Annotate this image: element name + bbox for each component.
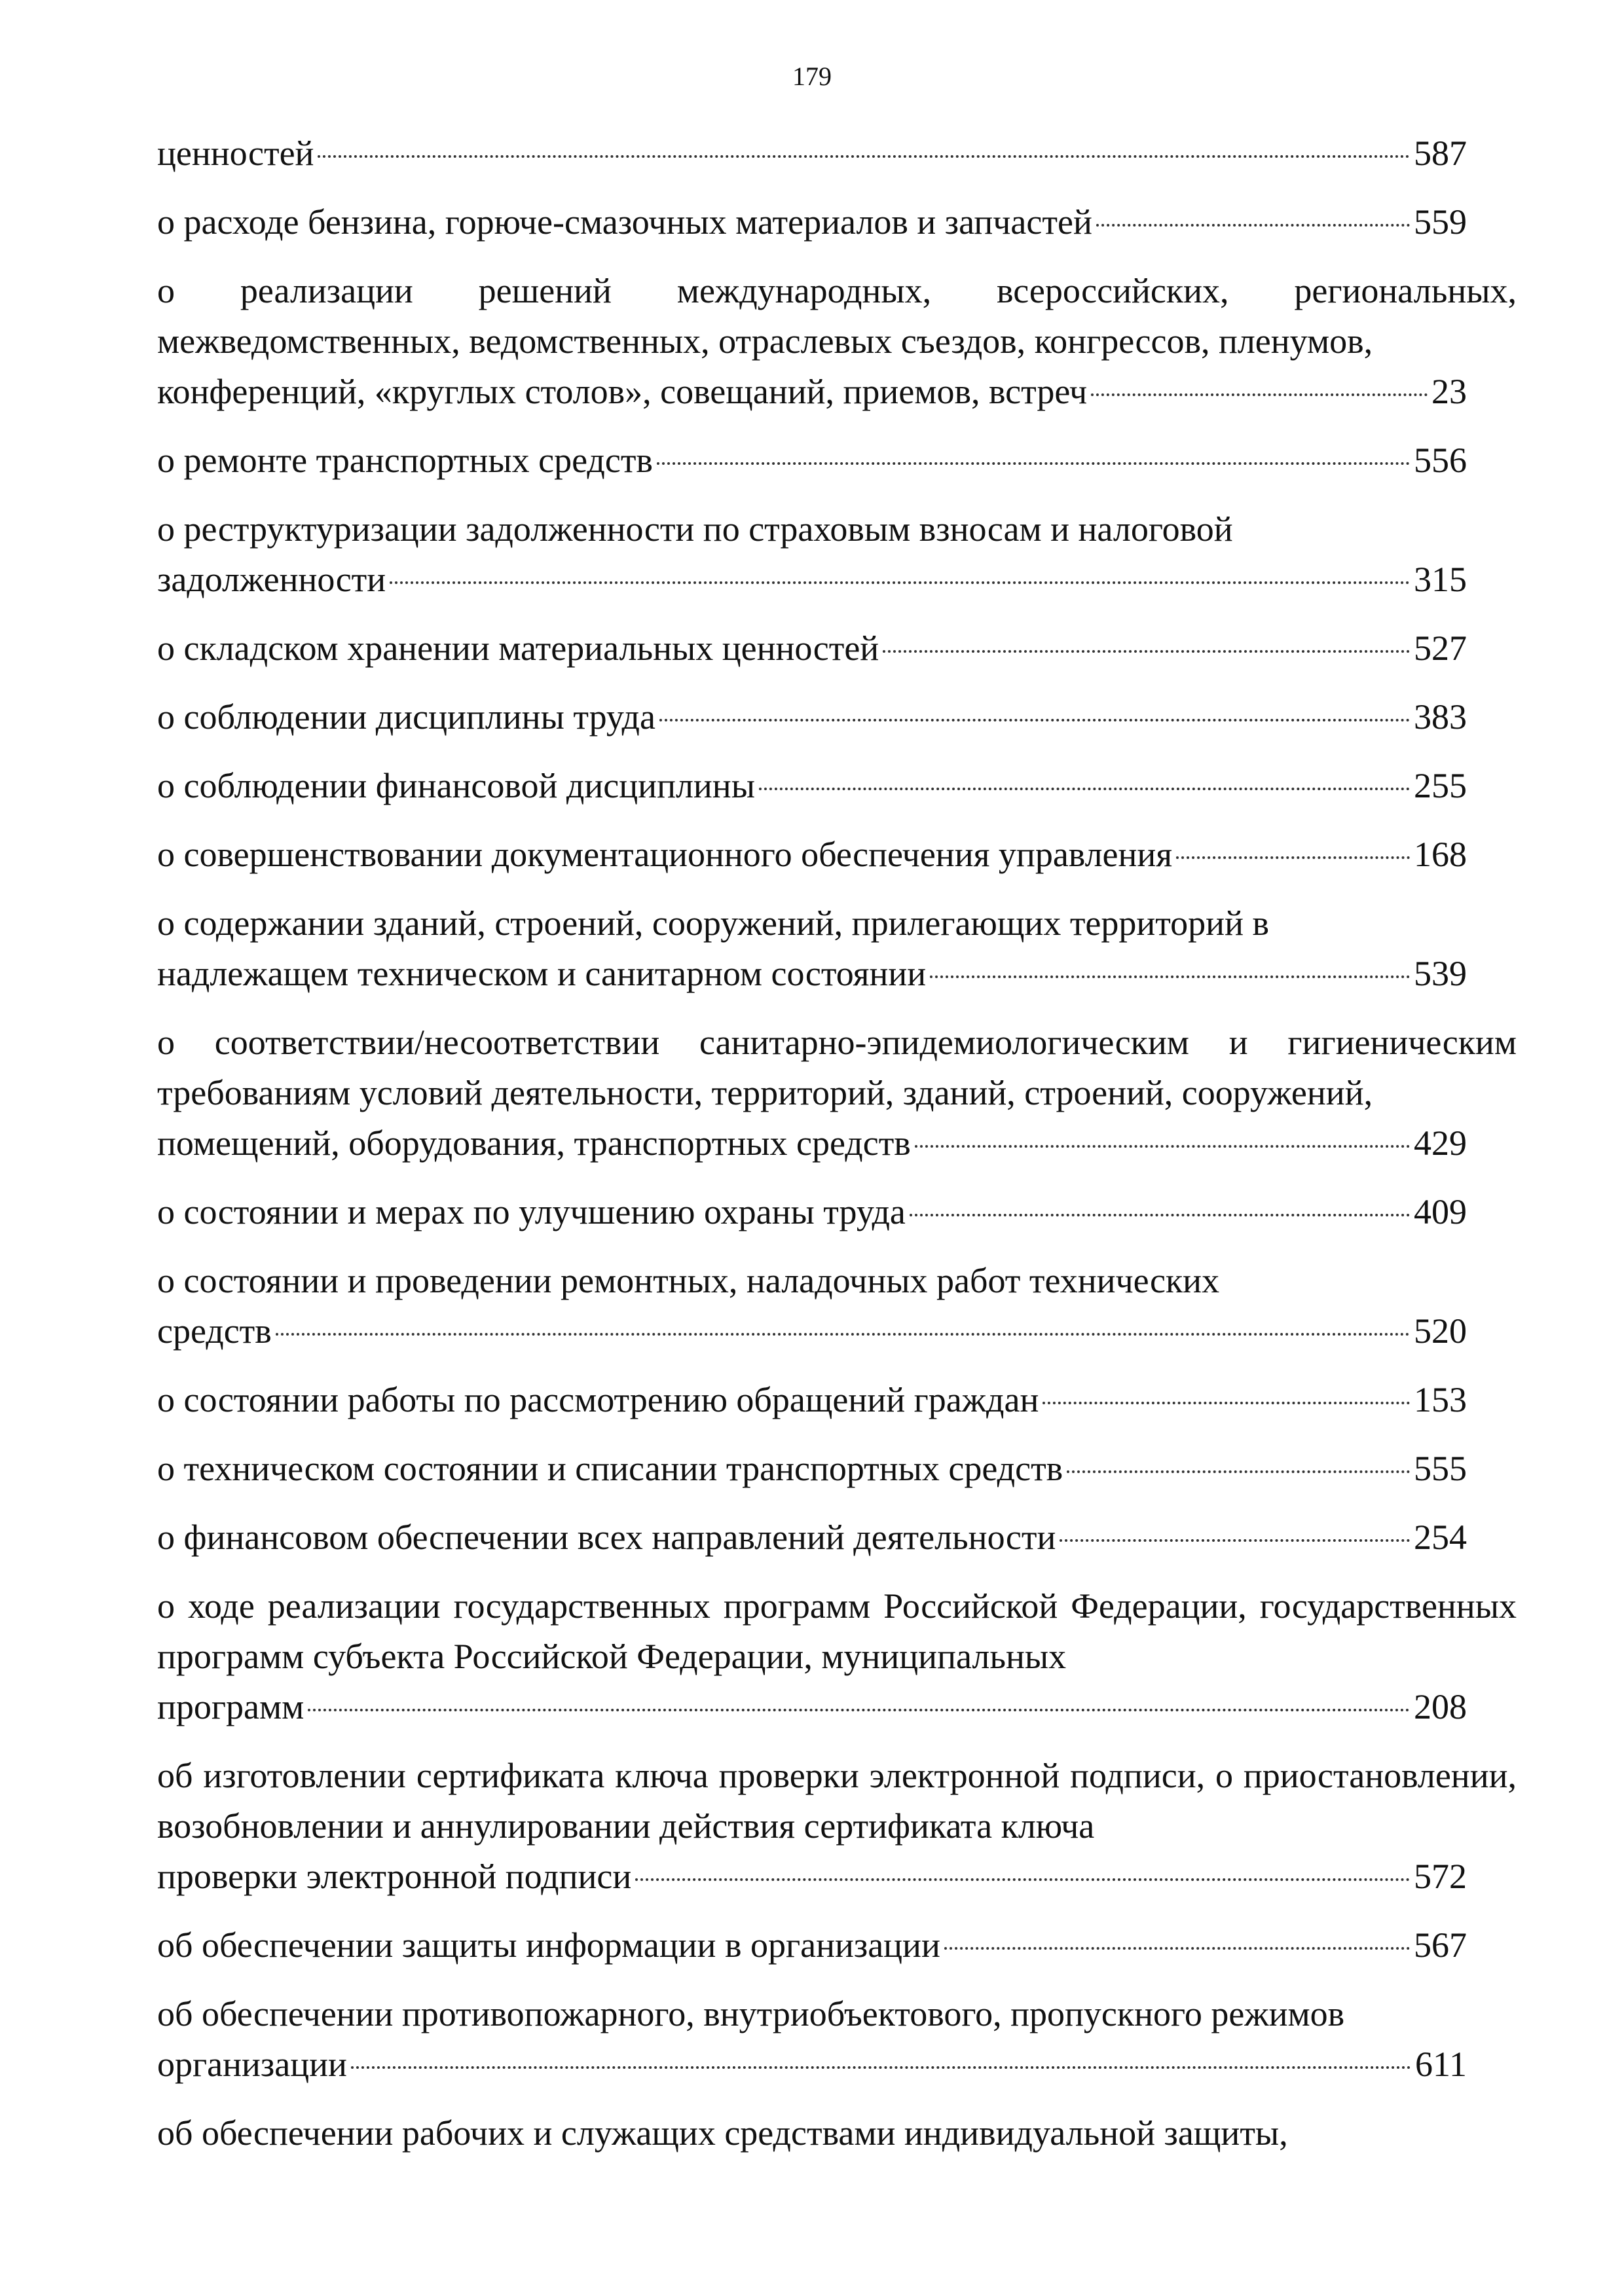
index-entry	[157, 1581, 1517, 1732]
entry-last-line	[157, 1187, 1467, 1237]
page-reference: 567	[1414, 1925, 1467, 1965]
entry-title: помещений, оборудования, транспортных средств	[157, 1123, 911, 1163]
dot-leader	[910, 1214, 1410, 1216]
entry-title: о состоянии и мерах по улучшению охраны труда	[157, 1192, 906, 1231]
entry-last-line	[157, 128, 1467, 179]
entry-last-line	[157, 1920, 1467, 1971]
page-reference: 587	[1414, 134, 1467, 173]
page-reference: 153	[1414, 1380, 1467, 1419]
entry-title: о расходе бензина, горюче-смазочных материалов и запчастей	[157, 202, 1092, 242]
entry-last-line	[157, 1306, 1467, 1357]
index-entry	[157, 1375, 1517, 1425]
index-entry	[157, 2108, 1517, 2159]
index-entry	[157, 435, 1517, 486]
page-number: 179	[792, 62, 832, 91]
index-entry	[157, 266, 1517, 417]
index-entry	[157, 197, 1517, 247]
entry-title: ценностей	[157, 134, 314, 173]
index-entry	[157, 829, 1517, 880]
entry-title: задолженности	[157, 560, 386, 599]
page-reference: 429	[1414, 1123, 1467, 1163]
index-entry	[157, 1989, 1517, 2090]
entry-text: о состоянии и проведении ремонтных, наладочных работ технических	[157, 1261, 1220, 1300]
index-entry	[157, 1256, 1517, 1357]
entry-last-line	[157, 1444, 1467, 1494]
index-entry	[157, 623, 1517, 674]
index-entry	[157, 504, 1517, 605]
dot-leader	[659, 719, 1410, 721]
entry-text: об обеспечении противопожарного, внутриобъектового, пропускного режимов	[157, 1994, 1345, 2033]
entry-last-line	[157, 1375, 1467, 1425]
entry-last-line	[157, 623, 1467, 674]
entry-title: организации	[157, 2045, 347, 2084]
entry-title: о складском хранении материальных ценностей	[157, 629, 879, 668]
page-reference: 527	[1414, 629, 1467, 668]
entry-text: о реструктуризации задолженности по страховым взносам и налоговой	[157, 509, 1233, 549]
dot-leader	[318, 155, 1410, 158]
entry-title: о ремонте транспортных средств	[157, 441, 653, 480]
dot-leader	[1043, 1402, 1410, 1404]
page-reference: 168	[1414, 835, 1467, 874]
page-reference: 559	[1414, 202, 1467, 242]
index-entry	[157, 898, 1517, 999]
entry-title: о соблюдении дисциплины труда	[157, 697, 655, 737]
index-entry	[157, 1920, 1517, 1971]
entry-title: о состоянии работы по рассмотрению обращений граждан	[157, 1380, 1039, 1419]
index-entry	[157, 761, 1517, 811]
page-reference: 315	[1414, 560, 1467, 599]
entry-last-line	[157, 692, 1467, 742]
entry-last-line	[157, 197, 1467, 247]
dot-leader	[944, 1947, 1410, 1950]
page-reference: 255	[1414, 766, 1467, 805]
page-reference: 383	[1414, 697, 1467, 737]
entry-last-line	[157, 1512, 1467, 1563]
entry-last-line	[157, 949, 1467, 999]
entry-title: об обеспечении защиты информации в организации	[157, 1925, 940, 1965]
entry-title: о совершенствовании документационного обеспечения управления	[157, 835, 1173, 874]
entry-last-line	[157, 435, 1467, 486]
entry-text: о содержании зданий, строений, сооружений, прилегающих территорий в	[157, 903, 1269, 943]
entry-title: программ	[157, 1687, 304, 1726]
page-reference: 254	[1414, 1518, 1467, 1557]
entry-text: об изготовлении сертификата ключа проверки электронной подписи, о приостановлении, возобновлении и аннулировании действия сертификата ключа	[157, 1756, 1517, 1846]
index-entry	[157, 1017, 1517, 1169]
page-reference: 555	[1414, 1449, 1467, 1488]
dot-leader	[1060, 1539, 1410, 1542]
entry-last-line	[157, 555, 1467, 605]
entry-last-line	[157, 367, 1467, 417]
page-reference: 572	[1414, 1857, 1467, 1896]
entry-text: о ходе реализации государственных программ Российской Федерации, государственных программ субъекта Российской Федерации, муниципальных	[157, 1586, 1517, 1676]
entry-last-line	[157, 2039, 1467, 2090]
subject-index	[157, 128, 1517, 2177]
entry-last-line	[157, 1851, 1467, 1902]
dot-leader	[1067, 1470, 1410, 1473]
page-reference: 556	[1414, 441, 1467, 480]
entry-title: надлежащем техническом и санитарном состоянии	[157, 954, 927, 993]
index-entry	[157, 1512, 1517, 1563]
entry-last-line	[157, 1118, 1467, 1169]
index-entry	[157, 1187, 1517, 1237]
dot-leader	[657, 462, 1410, 465]
dot-leader	[390, 581, 1410, 584]
dot-leader	[635, 1878, 1410, 1881]
entry-title: о финансовом обеспечении всех направлений деятельности	[157, 1518, 1056, 1557]
entry-text: о реализации решений международных, всероссийских, региональных, межведомственных, ведомственных, отраслевых съездов, конгрессов, пленумов,	[157, 271, 1517, 361]
entry-title: о соблюдении финансовой дисциплины	[157, 766, 755, 805]
page-reference: 520	[1414, 1311, 1467, 1351]
page-reference: 611	[1415, 2045, 1467, 2084]
dot-leader	[1096, 224, 1410, 227]
index-entry	[157, 1444, 1517, 1494]
entry-text: о соответствии/несоответствии санитарно-эпидемиологическим и гигиеническим требованиям условий деятельности, территорий, зданий, строений, сооружений,	[157, 1023, 1517, 1112]
entry-title: конференций, «круглых столов», совещаний, приемов, встреч	[157, 372, 1088, 411]
dot-leader	[883, 650, 1410, 653]
dot-leader	[930, 975, 1410, 978]
dot-leader	[759, 788, 1410, 790]
dot-leader	[308, 1709, 1410, 1711]
index-entry	[157, 128, 1517, 179]
page-reference: 208	[1414, 1687, 1467, 1726]
index-entry	[157, 692, 1517, 742]
page-reference: 23	[1431, 372, 1467, 411]
entry-title: проверки электронной подписи	[157, 1857, 632, 1896]
dot-leader	[276, 1333, 1410, 1336]
dot-leader	[915, 1145, 1410, 1148]
entry-title: о техническом состоянии и списании транспортных средств	[157, 1449, 1063, 1488]
entry-text: об обеспечении рабочих и служащих средствами индивидуальной защиты,	[157, 2113, 1288, 2153]
index-entry	[157, 1751, 1517, 1902]
entry-last-line	[157, 761, 1467, 811]
entry-last-line	[157, 829, 1467, 880]
dot-leader	[351, 2066, 1411, 2069]
entry-last-line	[157, 1682, 1467, 1732]
entry-title: средств	[157, 1311, 272, 1351]
page-reference: 539	[1414, 954, 1467, 993]
dot-leader	[1176, 856, 1410, 859]
page-reference: 409	[1414, 1192, 1467, 1231]
dot-leader	[1091, 393, 1428, 396]
